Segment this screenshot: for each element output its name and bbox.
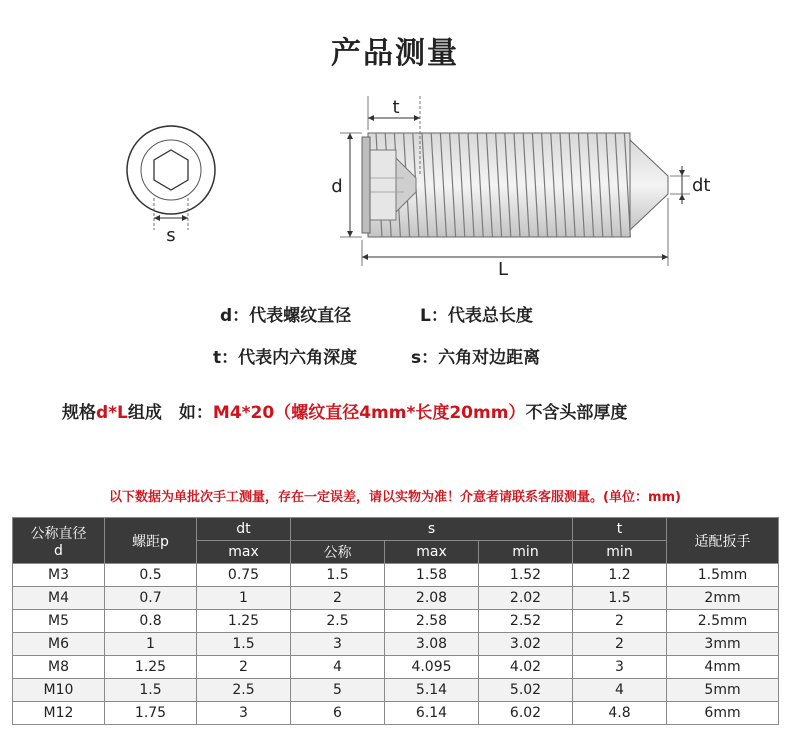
cell-s-min: 3.02 — [479, 633, 573, 656]
cell-pitch: 0.7 — [105, 587, 197, 610]
header-dt-max: max — [197, 541, 291, 564]
cell-dt-max: 2.5 — [197, 679, 291, 702]
label-t: t — [392, 97, 400, 118]
table-row — [13, 702, 779, 725]
header-s-max: max — [385, 541, 479, 564]
header-s: s — [291, 518, 573, 541]
cell-pitch: 1.75 — [105, 702, 197, 725]
cell-s-max: 6.14 — [385, 702, 479, 725]
header-s-min: min — [479, 541, 573, 564]
cell-t-min: 4 — [573, 679, 667, 702]
cell-s-nominal: 1.5 — [291, 564, 385, 587]
cell-s-min: 5.02 — [479, 679, 573, 702]
screw-diagram — [0, 0, 790, 290]
header-nominal-diameter — [13, 518, 105, 564]
cell-pitch: 0.8 — [105, 610, 197, 633]
cell-dt-max: 1.25 — [197, 610, 291, 633]
def-s: s：六角对边距离 — [411, 348, 541, 368]
cell-s-nominal: 3 — [291, 633, 385, 656]
def-L: L：代表总长度 — [420, 306, 533, 326]
spec-formula: d*L — [96, 403, 128, 423]
cell-s-max: 2.08 — [385, 587, 479, 610]
cell-s-max: 5.14 — [385, 679, 479, 702]
label-L: L — [497, 259, 509, 280]
cell-nominal: M3 — [13, 564, 105, 587]
def-t: t：代表内六角深度 — [213, 348, 358, 368]
cell-pitch: 1.25 — [105, 656, 197, 679]
spec-line — [62, 398, 627, 423]
table-row — [13, 633, 779, 656]
cell-nominal: M4 — [13, 587, 105, 610]
table-row — [13, 656, 779, 679]
cell-pitch: 1.5 — [105, 679, 197, 702]
cell-s-nominal: 2.5 — [291, 610, 385, 633]
spec-example: M4*20（螺纹直径4mm*长度20mm） — [212, 403, 526, 423]
cell-wrench: 4mm — [667, 656, 779, 679]
cell-s-min: 2.02 — [479, 587, 573, 610]
label-s: s — [166, 225, 176, 246]
header-nominal-sub: d — [54, 542, 63, 559]
cell-dt-max: 1 — [197, 587, 291, 610]
cell-s-max: 1.58 — [385, 564, 479, 587]
table-row — [13, 679, 779, 702]
cell-t-min: 2 — [573, 610, 667, 633]
cell-s-nominal: 2 — [291, 587, 385, 610]
cell-t-min: 1.2 — [573, 564, 667, 587]
cell-dt-max: 3 — [197, 702, 291, 725]
cell-wrench: 6mm — [667, 702, 779, 725]
cell-s-min: 1.52 — [479, 564, 573, 587]
cell-wrench: 5mm — [667, 679, 779, 702]
header-wrench: 适配扳手 — [667, 518, 779, 564]
cell-nominal: M12 — [13, 702, 105, 725]
page-title: 产品测量 — [331, 36, 459, 71]
cell-nominal: M6 — [13, 633, 105, 656]
end-view — [127, 126, 215, 230]
spec-middle: 组成 如： — [127, 403, 213, 423]
header-dt: dt — [197, 518, 291, 541]
cell-wrench: 3mm — [667, 633, 779, 656]
cell-pitch: 0.5 — [105, 564, 197, 587]
cell-dt-max: 1.5 — [197, 633, 291, 656]
cell-s-nominal: 4 — [291, 656, 385, 679]
spec-suffix: 不含头部厚度 — [525, 403, 628, 423]
cell-s-max: 4.095 — [385, 656, 479, 679]
measurement-note: 以下数据为单批次手工测量，存在一定误差，请以实物为准！介意者请联系客服测量。(单位：mm) — [109, 490, 681, 505]
cell-nominal: M5 — [13, 610, 105, 633]
table-row — [13, 587, 779, 610]
cell-s-nominal: 5 — [291, 679, 385, 702]
cell-wrench: 2mm — [667, 587, 779, 610]
cell-wrench: 1.5mm — [667, 564, 779, 587]
cell-s-nominal: 6 — [291, 702, 385, 725]
cell-t-min: 2 — [573, 633, 667, 656]
label-dt: dt — [692, 175, 711, 196]
cell-s-max: 2.58 — [385, 610, 479, 633]
header-s-nominal: 公称 — [291, 541, 385, 564]
spec-table — [12, 517, 779, 725]
def-d: d：代表螺纹直径 — [220, 306, 352, 326]
cell-nominal: M10 — [13, 679, 105, 702]
cell-t-min: 3 — [573, 656, 667, 679]
cell-s-min: 4.02 — [479, 656, 573, 679]
cell-dt-max: 2 — [197, 656, 291, 679]
side-view — [340, 96, 690, 266]
header-nominal-label: 公称直径 — [30, 525, 87, 542]
cell-s-max: 3.08 — [385, 633, 479, 656]
header-t-min: min — [573, 541, 667, 564]
cell-nominal: M8 — [13, 656, 105, 679]
cell-s-min: 2.52 — [479, 610, 573, 633]
cell-wrench: 2.5mm — [667, 610, 779, 633]
table-row — [13, 610, 779, 633]
cell-s-min: 6.02 — [479, 702, 573, 725]
cell-t-min: 4.8 — [573, 702, 667, 725]
table-row — [13, 564, 779, 587]
label-d: d — [331, 176, 343, 197]
cell-dt-max: 0.75 — [197, 564, 291, 587]
cell-pitch: 1 — [105, 633, 197, 656]
header-t: t — [573, 518, 667, 541]
header-pitch: 螺距p — [105, 518, 197, 564]
cell-t-min: 1.5 — [573, 587, 667, 610]
spec-prefix: 规格 — [62, 403, 96, 423]
